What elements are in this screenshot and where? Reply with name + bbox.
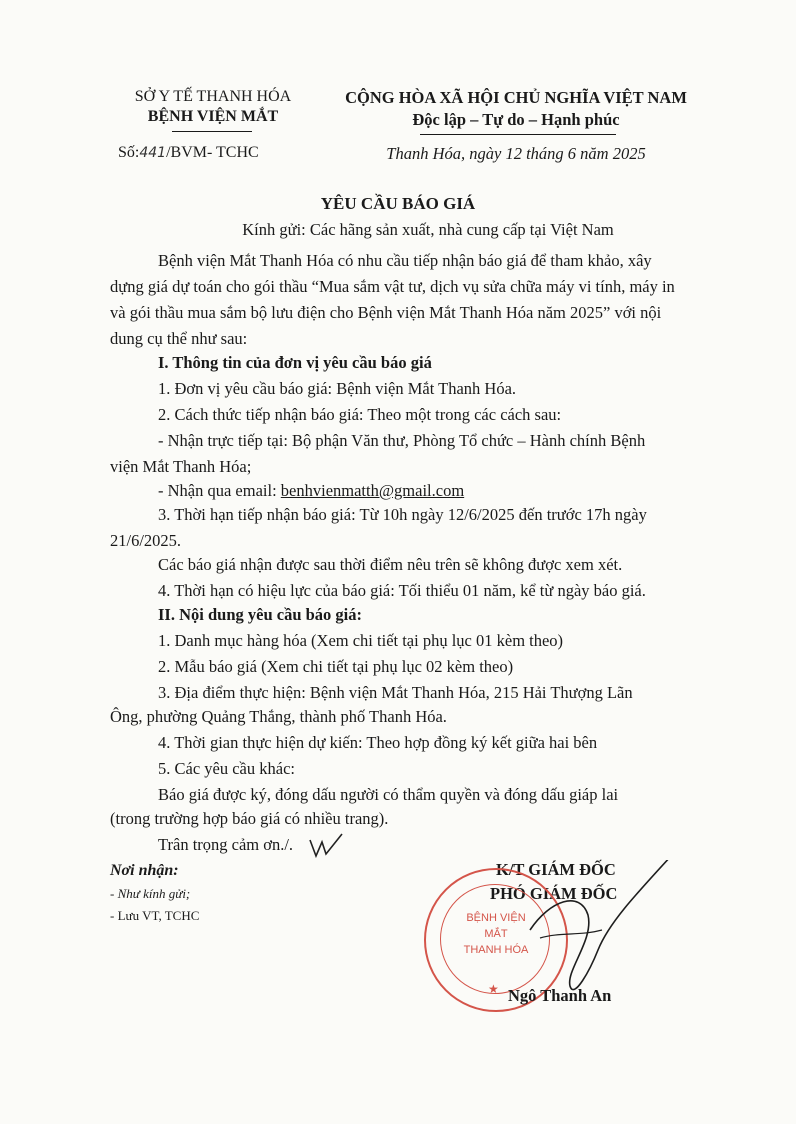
section1-item3-line1: 3. Thời hạn tiếp nhận báo giá: Từ 10h ngày 12/6/2025 đến trước 17h ngày	[158, 505, 647, 524]
section1-heading: I. Thông tin của đơn vị yêu cầu báo giá	[158, 353, 432, 372]
motto: Độc lập – Tự do – Hạnh phúc	[412, 110, 620, 129]
section2-item4: 4. Thời gian thực hiện dự kiến: Theo hợp đồng ký kết giữa hai bên	[158, 733, 598, 752]
section2-item3-line1: 3. Địa điểm thực hiện: Bệnh viện Mắt Thanh Hóa, 215 Hải Thượng Lãn	[158, 683, 633, 702]
section1-item3-note: Các báo giá nhận được sau thời điểm nêu trên sẽ không được xem xét.	[158, 555, 623, 574]
signature-title-2: PHÓ GIÁM ĐỐC	[490, 884, 618, 903]
section2-item1: 1. Danh mục hàng hóa (Xem chi tiết tại phụ lục 01 kèm theo)	[158, 631, 564, 650]
initials-mark	[306, 830, 346, 860]
section1-item1: 1. Đơn vị yêu cầu báo giá: Bệnh viện Mắt Thanh Hóa.	[158, 379, 517, 398]
agency-name: SỞ Y TẾ THANH HÓA	[134, 88, 292, 105]
unit-underline	[172, 131, 252, 132]
email-label: - Nhận qua email:	[158, 481, 281, 500]
stamp-star-icon: ★	[488, 982, 499, 996]
handwritten-signature	[470, 860, 700, 1000]
number-handwritten: 441	[139, 145, 167, 161]
number-prefix: Số:	[118, 144, 140, 161]
recipients-line-1: - Như kính gửi;	[110, 886, 191, 901]
recipients-line-2: - Lưu VT, TCHC	[110, 908, 200, 923]
signature-title-1: K/T GIÁM ĐỐC	[496, 860, 616, 879]
intro-line-1: Bệnh viện Mắt Thanh Hóa có nhu cầu tiếp nhận báo giá để tham khảo, xây	[158, 251, 652, 270]
section1-item2: 2. Cách thức tiếp nhận báo giá: Theo một trong các cách sau:	[158, 405, 562, 424]
motto-underline	[420, 134, 616, 135]
intro-line-3: và gói thầu mua sắm bộ lưu điện cho Bệnh viện Mắt Thanh Hóa năm 2025” với nội	[110, 303, 662, 322]
stamp-text-line3: THANH HÓA	[463, 944, 529, 956]
place-date: Thanh Hóa, ngày 12 tháng 6 năm 2025	[386, 144, 646, 163]
section1-item2a-line2: viện Mắt Thanh Hóa;	[110, 457, 252, 476]
section1-item3-line2: 21/6/2025.	[110, 531, 182, 550]
section2-item2: 2. Mẫu báo giá (Xem chi tiết tại phụ lục 02 kèm theo)	[158, 657, 514, 676]
stamp-text-line1: BỆNH VIỆN	[466, 912, 526, 924]
unit-name: BỆNH VIỆN MẮT	[147, 108, 279, 125]
number-suffix: /BVM- TCHC	[166, 144, 259, 161]
recipients-heading: Nơi nhận:	[110, 862, 179, 879]
section2-item5: 5. Các yêu cầu khác:	[158, 759, 295, 778]
section2-item5-line2: (trong trường hợp báo giá có nhiều trang).	[110, 809, 389, 828]
document-number	[118, 144, 259, 162]
recipient-line: Kính gửi: Các hãng sản xuất, nhà cung cấp tại Việt Nam	[242, 220, 614, 239]
stamp-text-line2: MẮT	[484, 928, 508, 940]
signer-name: Ngô Thanh An	[508, 986, 612, 1005]
section1-item4: 4. Thời hạn có hiệu lực của báo giá: Tối thiểu 01 năm, kể từ ngày báo giá.	[158, 581, 646, 600]
section1-item2a-line1: - Nhận trực tiếp tại: Bộ phận Văn thư, Phòng Tổ chức – Hành chính Bệnh	[158, 431, 646, 450]
section2-heading: II. Nội dung yêu cầu báo giá:	[158, 605, 363, 624]
email-link[interactable]: benhvienmatth@gmail.com	[280, 481, 465, 500]
page-title: YÊU CẦU BÁO GIÁ	[320, 194, 476, 213]
intro-line-4: dung cụ thể như sau:	[110, 329, 248, 348]
section2-item5-line1: Báo giá được ký, đóng dấu người có thẩm quyền và đóng dấu giáp lai	[158, 785, 619, 804]
section1-item2b	[158, 480, 464, 502]
section2-item3-line2: Ông, phường Quảng Thắng, thành phố Thanh Hóa.	[110, 707, 447, 726]
country-name: CỘNG HÒA XÃ HỘI CHỦ NGHĨA VIỆT NAM	[345, 88, 687, 107]
closing-line: Trân trọng cảm ơn./.	[158, 835, 294, 854]
intro-line-2: dựng giá dự toán cho gói thầu “Mua sắm vật tư, dịch vụ sửa chữa máy vi tính, máy in	[110, 277, 675, 296]
